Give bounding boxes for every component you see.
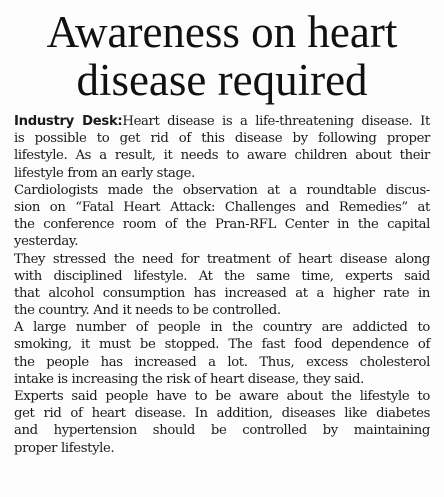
article-line: intake is increasing the risk of heart disease, they said.	[14, 371, 364, 387]
article-body	[14, 113, 444, 457]
article-line: the country. And it needs to be controlled.	[14, 303, 281, 319]
article-line: smoking, it must be stopped. The fast food dependence of	[14, 337, 430, 353]
article-line: Cardiologists made the observation at a roundtable discus-	[14, 182, 430, 198]
article-line: lifestyle. As a result, it needs to aware children about their	[14, 148, 430, 164]
article-line: sion on “Fatal Heart Attack: Challenges and Remedies” at	[14, 199, 430, 215]
article-line: yesterday.	[14, 234, 79, 250]
article-line: that alcohol consumption has increased at a higher rate in	[14, 285, 430, 301]
article-line: A large number of people in the country are addicted to	[14, 320, 430, 336]
article-line	[14, 113, 430, 130]
article-line: lifestyle from an early stage.	[14, 165, 195, 181]
headline-line-1: Awareness on heart	[46, 7, 398, 57]
article-line-text: Heart disease is a life-threatening disease. It	[122, 114, 430, 129]
article-line: and hypertension should be controlled by maintaining	[14, 423, 430, 439]
article-line: is possible to get rid of this disease by following proper	[14, 131, 430, 147]
article-line: They stressed the need for treatment of heart disease along	[14, 251, 430, 267]
article-line: the conference room of the Pran-RFL Center in the capital	[14, 217, 430, 233]
article-line: with disciplined lifestyle. At the same time, experts said	[14, 268, 430, 284]
byline: Industry Desk:	[14, 114, 123, 129]
article-line: get rid of heart disease. In addition, diseases like diabetes	[14, 406, 430, 422]
article-line: proper lifestyle.	[14, 440, 115, 456]
article-line: the people has increased a lot. Thus, excess cholesterol	[14, 354, 430, 370]
article-line: Experts said people have to be aware about the lifestyle to	[14, 389, 430, 404]
headline-line-2: disease required	[76, 55, 368, 105]
